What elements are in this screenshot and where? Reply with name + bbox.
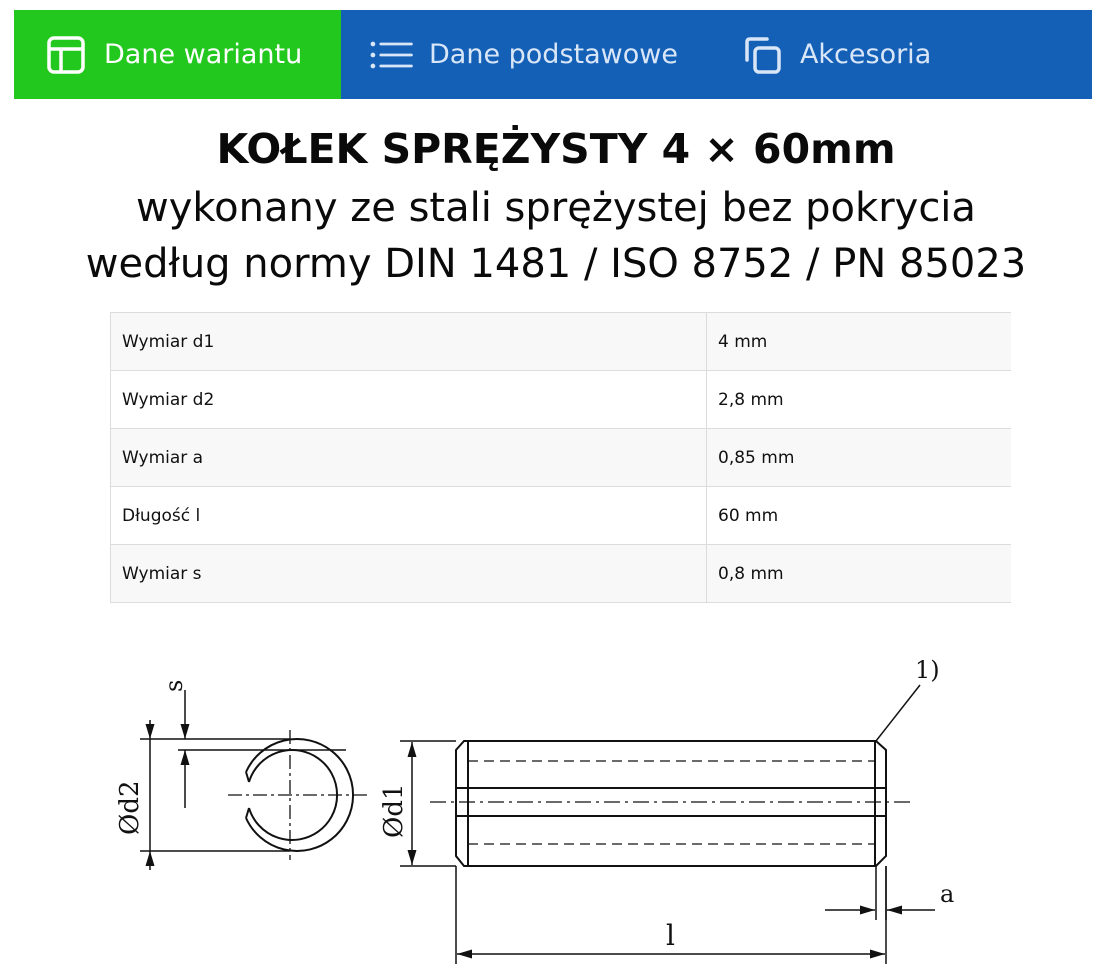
table-row: [111, 545, 1012, 603]
spec-label: Wymiar a: [111, 429, 707, 487]
spec-value: 2,8 mm: [707, 371, 1012, 429]
tab-label: Dane wariantu: [104, 39, 303, 70]
label-d2: Ød2: [115, 780, 145, 835]
tab-label: Akcesoria: [799, 39, 932, 70]
list-icon: [369, 33, 413, 77]
side-view: [430, 741, 910, 866]
dimension-a: [825, 866, 935, 920]
technical-drawing: [100, 630, 1020, 975]
label-a: a: [940, 880, 955, 908]
spec-table: [110, 312, 1011, 603]
table-row: [111, 313, 1012, 371]
spec-value: 60 mm: [707, 487, 1012, 545]
product-subtitle-material: wykonany ze stali sprężystej bez pokrycia: [136, 185, 976, 231]
label-d1: Ød1: [379, 783, 409, 838]
spec-value: 0,85 mm: [707, 429, 1012, 487]
table-row: [111, 487, 1012, 545]
label-l: l: [666, 919, 675, 952]
spec-label: Wymiar d1: [111, 313, 707, 371]
tab-dane-wariantu[interactable]: [14, 10, 341, 99]
layout-icon: [44, 33, 88, 77]
label-note: 1): [915, 656, 940, 684]
dimension-s: [178, 690, 346, 808]
table-row: [111, 371, 1012, 429]
dimension-d2: [140, 720, 290, 870]
spec-label: Wymiar d2: [111, 371, 707, 429]
spec-label: Długość l: [111, 487, 707, 545]
table-row: [111, 429, 1012, 487]
product-title: KOŁEK SPRĘŻYSTY 4 × 60mm: [216, 125, 896, 173]
label-s: s: [160, 679, 188, 692]
spec-label: Wymiar s: [111, 545, 707, 603]
copy-icon: [740, 33, 784, 77]
tab-akcesoria[interactable]: [678, 10, 931, 99]
product-subtitle-standard: według normy DIN 1481 / ISO 8752 / PN 85023: [85, 241, 1027, 287]
tab-label: Dane podstawowe: [429, 39, 678, 70]
tab-bar: [14, 10, 1092, 99]
tab-dane-podstawowe[interactable]: [341, 10, 678, 99]
spec-value: 4 mm: [707, 313, 1012, 371]
spec-value: 0,8 mm: [707, 545, 1012, 603]
product-heading: [0, 118, 1112, 292]
note-leader: [876, 685, 920, 741]
